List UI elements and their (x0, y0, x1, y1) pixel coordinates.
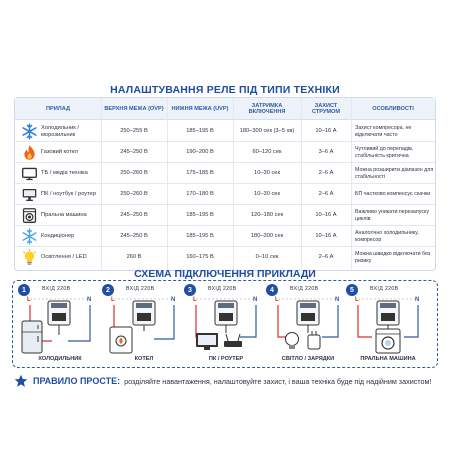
tv-icon (21, 165, 38, 182)
scheme-panel-fridge (18, 283, 102, 367)
scheme-panel-washer (346, 283, 430, 367)
neutral-label: N (253, 297, 258, 303)
current-value: 10–16 А (315, 128, 337, 135)
feature-note: БП частково компенсує скачки (355, 191, 431, 198)
device-name: Холодильник / морозильник (41, 124, 79, 138)
rule-title: ПРАВИЛО ПРОСТЕ: (33, 376, 121, 386)
feature-note: Важливо уникати перезапуску циклів (355, 209, 429, 222)
delay-value: 0–10 сек (255, 254, 279, 261)
star-icon (14, 374, 28, 388)
scheme-title: СХЕМА ПІДКЛЮЧЕННЯ ПРИКЛАДИ (134, 268, 316, 280)
feature-note: Можна швидко відключати без ризику (355, 251, 431, 264)
delay-value: 10–30 сек (254, 170, 280, 177)
table-row (15, 121, 435, 142)
device-name: Освітлення / LED (41, 254, 87, 261)
wiring-diagram (346, 283, 430, 355)
feature-note: Аналогічно холодильнику, компресор (355, 230, 419, 243)
panel-caption: КОТЕЛ (134, 356, 154, 362)
step-number: 3 (184, 284, 196, 296)
current-value: 10–16 А (315, 212, 337, 219)
current-value: 3–6 А (318, 149, 334, 156)
device-name: Пральна машина (41, 212, 87, 219)
ovp-value: 250–260 В (120, 191, 148, 198)
table-row (15, 142, 435, 163)
input-label: ВХІД 220В (208, 286, 237, 292)
device-name: ТБ / медіа техніка (41, 170, 88, 177)
scheme-panel-boiler (102, 283, 186, 367)
current-value: 2–6 А (318, 170, 334, 177)
input-label: ВХІД 220В (370, 286, 399, 292)
ovp-value: 245–250 В (120, 233, 148, 240)
header-ovp: ВЕРХНЯ МЕЖА (OVP) (104, 105, 164, 112)
scheme-panel-lights (266, 283, 350, 367)
current-value: 2–6 А (318, 191, 334, 198)
uvp-value: 185–195 В (186, 128, 214, 135)
table-row (15, 205, 435, 226)
input-label: ВХІД 220В (126, 286, 155, 292)
step-number: 2 (102, 284, 114, 296)
step-number: 1 (18, 284, 30, 296)
table-title: НАЛАШТУВАННЯ РЕЛЕ ПІД ТИПИ ТЕХНІКИ (110, 84, 340, 96)
step-number: 5 (346, 284, 358, 296)
device-name: Кондиціонер (41, 233, 75, 240)
wiring-diagram (18, 283, 102, 355)
panel-caption: ПК / РОУТЕР (208, 356, 244, 362)
header-delay: ЗАТРИМКА ВКЛЮЧЕННЯ (248, 102, 286, 115)
line-label: L (193, 297, 197, 303)
scheme-panel-pc-router (184, 283, 268, 367)
ovp-value: 250–255 В (120, 128, 148, 135)
line-label: L (355, 297, 359, 303)
line-label: L (27, 297, 31, 303)
line-label: L (111, 297, 115, 303)
delay-value: 180–300 сек (3–5 хв) (239, 128, 295, 135)
current-value: 2–6 А (318, 254, 334, 261)
feature-note: Можна розширити діапазон для стабільності (355, 167, 434, 180)
panel-caption: ПРАЛЬНА МАШИНА (360, 356, 416, 362)
table-row (15, 184, 435, 205)
neutral-label: N (415, 297, 420, 303)
header-device: ПРИЛАД (46, 105, 70, 112)
table-row (15, 247, 435, 268)
input-label: ВХІД 220В (42, 286, 71, 292)
delay-value: 60–120 сек (252, 149, 282, 156)
table-row (15, 163, 435, 184)
step-number: 4 (266, 284, 278, 296)
uvp-value: 185–195 В (186, 212, 214, 219)
table-header (15, 98, 435, 120)
ovp-value: 245–250 В (120, 212, 148, 219)
washer-icon (21, 207, 38, 224)
wiring-diagram (102, 283, 186, 355)
device-name: ПК / ноутбук / роутер (41, 191, 97, 198)
snowflake-ac-icon (21, 228, 38, 245)
uvp-value: 160–175 В (186, 254, 214, 261)
uvp-value: 190–200 В (186, 149, 214, 156)
delay-value: 10–30 сек (254, 191, 280, 198)
input-label: ВХІД 220В (290, 286, 319, 292)
feature-note: Чутливий до перепадів, стабільність критична (355, 146, 414, 159)
table-row (15, 226, 435, 247)
panel-caption: ХОЛОДИЛЬНИК (38, 356, 82, 362)
rule-text: розділяйте навантаження, налаштовуйте захист, і ваша техніка буде під надійним захистом! (124, 376, 432, 386)
ovp-value: 245–250 В (120, 149, 148, 156)
uvp-value: 170–180 В (186, 191, 214, 198)
feature-note: Захист компресора, не відключати часто (355, 125, 412, 138)
uvp-value: 175–185 В (186, 170, 214, 177)
flame-icon (21, 144, 38, 161)
snowflake-icon (21, 123, 38, 140)
uvp-value: 185–195 В (186, 233, 214, 240)
header-current: ЗАХИСТ СТРУМОМ (311, 102, 341, 115)
monitor-icon (21, 186, 38, 203)
delay-value: 180–300 сек (250, 233, 284, 240)
header-notes: ОСОБЛИВОСТІ (372, 105, 414, 112)
header-uvp: НИЖНЯ МЕЖА (UVP) (171, 105, 229, 112)
ovp-value: 250–260 В (120, 170, 148, 177)
neutral-label: N (171, 297, 176, 303)
rule-footer (14, 374, 444, 388)
wiring-diagram (184, 283, 268, 355)
line-label: L (275, 297, 279, 303)
current-value: 10–16 А (315, 233, 337, 240)
device-name: Газовий котел (41, 149, 78, 156)
delay-value: 120–180 сек (250, 212, 284, 219)
panel-caption: СВІТЛО / ЗАРЯДКИ (281, 356, 335, 362)
bulb-icon (21, 249, 38, 266)
ovp-value: 260 В (126, 254, 142, 261)
wiring-diagram (266, 283, 350, 355)
neutral-label: N (335, 297, 340, 303)
neutral-label: N (87, 297, 92, 303)
